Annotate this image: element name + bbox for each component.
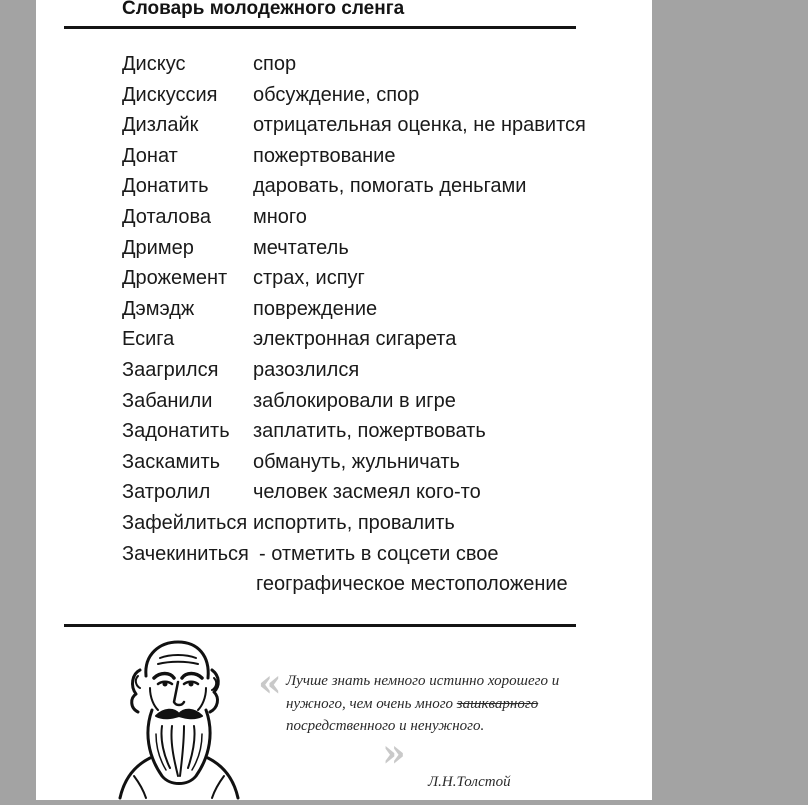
quote-block [258,660,598,800]
entry-term: Есига [122,328,175,351]
list-item [122,145,642,176]
entry-definition: человек засмеял кого-то [253,481,481,504]
entry-term: Задонатить [122,420,230,443]
list-item [122,114,642,145]
entry-definition: электронная сигарета [253,328,457,351]
quote-struck-word: зашкварного [456,695,539,712]
entry-definition: разозлился [253,358,360,381]
list-item [122,512,642,543]
list-item [122,298,642,329]
list-item [122,84,642,115]
entry-definition: отрицательная оценка, не нравится [253,114,586,137]
entry-term: Забанили [122,389,213,412]
list-item [122,237,642,268]
list-item-continuation [122,573,642,604]
entry-term: Дрожемент [122,267,228,290]
bottom-divider [64,624,576,627]
entry-term: Дизлайк [122,114,199,137]
slang-dictionary-list [122,53,642,604]
entry-term: Дэмэдж [122,297,195,320]
entry-term: Зафейлиться [122,511,248,534]
entry-term: Заагрился [122,358,219,381]
list-item [122,328,642,359]
entry-definition: мечтатель [253,236,349,259]
quote-author: Л.Н.Толстой [428,774,511,790]
entry-definition: испортить, провалить [253,511,455,534]
entry-definition: заплатить, пожертвовать [253,420,486,443]
list-item [122,420,642,451]
list-item [122,359,642,390]
list-item [122,543,642,574]
quote-part-1: Лучше знать немного истинно хорошего и нужного, чем очень много [286,673,560,712]
close-quote-icon: » [382,730,406,775]
list-item [122,53,642,84]
open-quote-icon: « [258,660,282,705]
entry-term: Дискуссия [122,83,218,106]
entry-definition: заблокировали в игре [253,389,456,412]
list-item [122,481,642,512]
list-item [122,390,642,421]
quote-text [286,670,586,738]
entry-definition: даровать, помогать деньгами [253,175,527,198]
entry-definition-continuation: географическое местоположение [256,573,568,596]
quote-part-2: посредственного и ненужного. [286,718,485,734]
entry-term: Дискус [122,53,186,75]
entry-term: Донат [122,144,178,167]
entry-definition: - отметить в соцсети свое [259,542,499,565]
entry-definition: много [253,205,307,228]
entry-term: Дример [122,236,194,259]
entry-term: Донатить [122,175,209,198]
entry-term: Зачекиниться [122,542,249,565]
top-divider [64,26,576,29]
document-page [36,0,652,800]
entry-definition: обсуждение, спор [253,83,420,106]
list-item [122,175,642,206]
entry-definition: повреждение [253,297,378,320]
entry-term: Затролил [122,481,211,504]
entry-definition: обмануть, жульничать [253,450,460,473]
entry-definition: страх, испуг [253,267,365,290]
tolstoy-portrait-icon [100,636,250,800]
list-item [122,451,642,482]
list-item [122,206,642,237]
entry-term: Доталова [122,205,212,228]
list-item [122,267,642,298]
page-title: Словарь молодежного сленга [122,0,405,19]
entry-definition: спор [253,53,297,75]
entry-definition: пожертвование [253,144,396,167]
entry-term: Заскамить [122,450,221,473]
